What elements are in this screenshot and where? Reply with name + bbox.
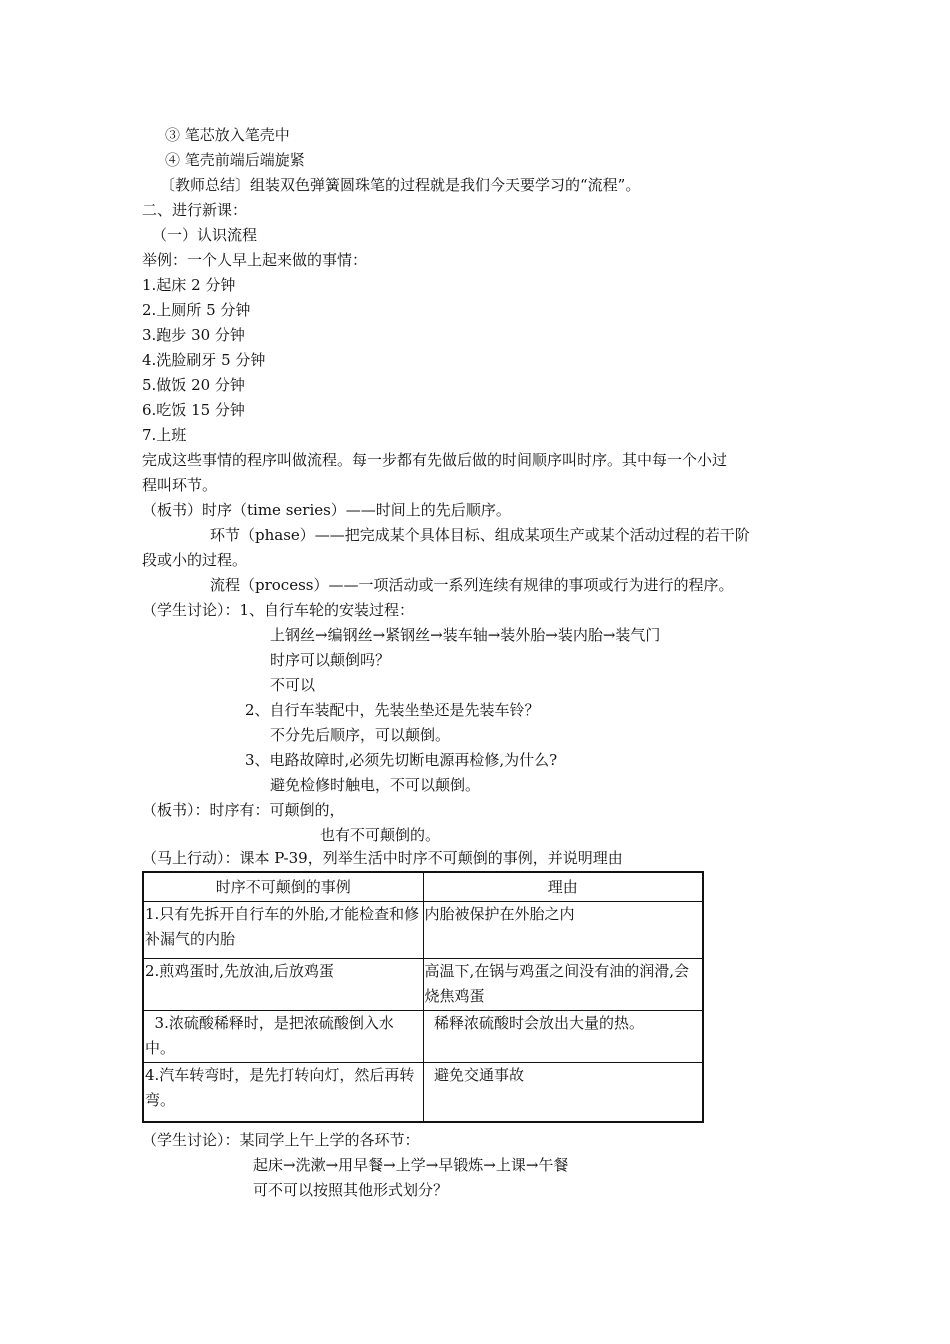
column-header: 时序不可颠倒的事例 (143, 872, 423, 902)
examples-table (142, 871, 704, 1123)
table-cell: 2.煎鸡蛋时,先放油,后放鸡蛋 (143, 959, 423, 1011)
table-cell: 稀释浓硫酸时会放出大量的热。 (423, 1011, 703, 1063)
board-note-timing: （板书）时序（time series）——时间上的先后顺序。 (142, 501, 511, 519)
table-header-row (143, 872, 703, 902)
table-cell: 3.浓硫酸稀释时，是把浓硫酸倒入水中。 (143, 1011, 423, 1063)
table-row (143, 1011, 703, 1063)
list-item: 6.吃饭 15 分钟 (142, 401, 245, 419)
list-item: 4.洗脸刷牙 5 分钟 (142, 351, 266, 369)
teacher-summary: 〔教师总结〕组装双色弹簧圆珠笔的过程就是我们今天要学习的“流程”。 (160, 176, 641, 194)
list-item: 7.上班 (142, 426, 187, 444)
discussion-3-answer: 避免检修时触电，不可以颠倒。 (270, 776, 481, 794)
board-note-phase-cont: 段或小的过程。 (142, 551, 248, 569)
board-note-timing-types: （板书）：时序有：可颠倒的， (142, 801, 345, 819)
list-item: 3.跑步 30 分钟 (142, 326, 245, 344)
example-intro: 举例：一个人早上起来做的事情： (142, 251, 368, 269)
table-cell: 高温下,在锅与鸡蛋之间没有油的润滑,会烧焦鸡蛋 (423, 959, 703, 1011)
board-note-timing-types-cont: 也有不可颠倒的。 (320, 826, 441, 844)
discussion-2-question: 2、自行车装配中，先装坐垫还是先装车铃？ (245, 701, 540, 719)
action-instruction: （马上行动）：课本 P-39，列举生活中时序不可颠倒的事例，并说明理由 (142, 849, 623, 867)
column-header: 理由 (423, 872, 703, 902)
discussion-1: （学生讨论）：1、自行车轮的安装过程： (142, 601, 415, 619)
explanation-line-1: 完成这些事情的程序叫做流程。每一步都有先做后做的时间顺序叫时序。其中每一个小过 (142, 451, 728, 469)
discussion-1-flow: 上钢丝→编钢丝→紧钢丝→装车轴→装外胎→装内胎→装气门 (270, 626, 661, 644)
discussion-1-question: 时序可以颠倒吗？ (270, 651, 391, 669)
step-3: ③ 笔芯放入笔壳中 (165, 126, 290, 144)
table-cell: 内胎被保护在外胎之内 (423, 902, 703, 959)
list-item: 2.上厕所 5 分钟 (142, 301, 251, 319)
table-cell: 4.汽车转弯时，是先打转向灯，然后再转弯。 (143, 1063, 423, 1122)
discussion-2-answer: 不分先后顺序，可以颠倒。 (270, 726, 451, 744)
explanation-line-2: 程叫环节。 (142, 476, 218, 494)
board-note-phase: 环节（phase）——把完成某个具体目标、组成某项生产或某个活动过程的若干阶 (210, 526, 750, 544)
step-4: ④ 笔壳前端后端旋紧 (165, 151, 305, 169)
table-row (143, 902, 703, 959)
discussion-4-question: 可不可以按照其他形式划分？ (253, 1181, 449, 1199)
table-row (143, 959, 703, 1011)
list-item: 5.做饭 20 分钟 (142, 376, 245, 394)
list-item: 1.起床 2 分钟 (142, 276, 236, 294)
table-cell: 避免交通事故 (423, 1063, 703, 1122)
table-row (143, 1063, 703, 1122)
discussion-3-question: 3、电路故障时,必须先切断电源再检修,为什么? (245, 751, 558, 769)
discussion-1-answer: 不可以 (270, 676, 316, 694)
board-note-process: 流程（process）——一项活动或一系列连续有规律的事项或行为进行的程序。 (210, 576, 734, 594)
discussion-4-flow: 起床→洗漱→用早餐→上学→早锻炼→上课→午餐 (253, 1156, 569, 1174)
section-heading: 二、进行新课： (142, 201, 248, 219)
table-cell: 1.只有先拆开自行车的外胎,才能检查和修补漏气的内胎 (143, 902, 423, 959)
subsection-heading: （一）认识流程 (152, 226, 258, 244)
discussion-4: （学生讨论）：某同学上午上学的各环节： (142, 1131, 420, 1149)
